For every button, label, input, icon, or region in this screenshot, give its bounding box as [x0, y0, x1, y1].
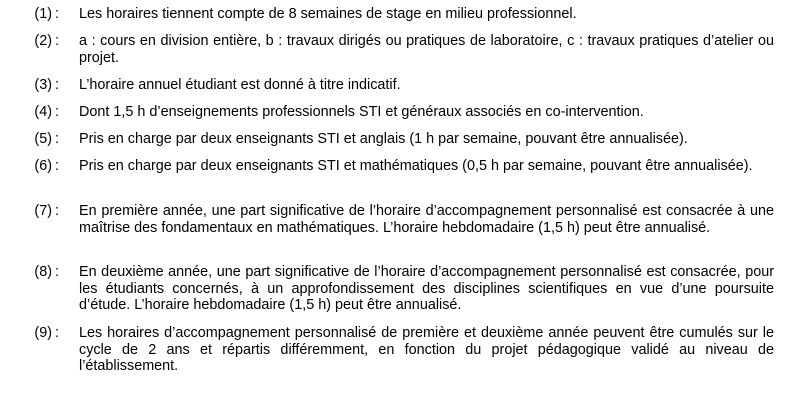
footnote-separator: : [55, 77, 59, 93]
footnote-text: Pris en charge par deux enseignants STI et mathématiques (0,5 h par semaine, pouvant être annualisée). [79, 158, 753, 174]
footnote-9 [0, 325, 799, 375]
footnote-text: Dont 1,5 h d’enseignements professionnels STI et généraux associés en co-intervention. [79, 104, 644, 120]
footnote-text: Pris en charge par deux enseignants STI et anglais (1 h par semaine, pouvant être annualisée). [79, 131, 688, 147]
footnote-4 [0, 104, 799, 121]
footnote-separator: : [55, 203, 59, 219]
footnote-text: L’horaire annuel étudiant est donné à titre indicatif. [79, 77, 401, 93]
footnote-separator: : [55, 104, 59, 120]
footnote-2 [0, 33, 799, 66]
footnote-6 [0, 158, 799, 175]
footnote-text: En deuxième année, une part significative de l’horaire d’accompagnement personnalisé est consacrée, pour les étudiants concernés, à un approfondissement des disciplines scientifiques en vue d’une poursuite d’étude. L’horaire hebdomadaire (1,5 h) peut être annualisé. [79, 264, 774, 313]
footnote-number: (8) [34, 264, 52, 280]
footnote-text: Les horaires d’accompagnement personnalisé de première et deuxième année peuvent être cumulés sur le cycle de 2 ans et répartis différemment, en fonction du projet pédagogique validé au niveau de l’établissement. [79, 325, 774, 374]
footnote-text: a : cours en division entière, b : travaux dirigés ou pratiques de laboratoire, c : travaux pratiques d’atelier ou projet. [79, 33, 774, 66]
footnote-separator: : [55, 158, 59, 174]
footnote-separator: : [55, 325, 59, 341]
footnote-number: (9) [34, 325, 52, 341]
footnote-number: (3) [34, 77, 52, 93]
footnote-5 [0, 131, 799, 148]
footnote-8 [0, 264, 799, 314]
footnote-separator: : [55, 264, 59, 280]
footnote-separator: : [55, 131, 59, 147]
footnote-text: Les horaires tiennent compte de 8 semaines de stage en milieu professionnel. [79, 6, 577, 22]
footnote-number: (1) [34, 6, 52, 22]
footnote-7 [0, 203, 799, 236]
footnote-3 [0, 77, 799, 94]
footnote-text: En première année, une part significative de l’horaire d’accompagnement personnalisé est consacrée à une maîtrise des fondamentaux en mathématiques. L’horaire hebdomadaire (1,5 h) peut être annualisé. [79, 203, 774, 236]
footnote-separator: : [55, 33, 59, 49]
footnote-number: (4) [34, 104, 52, 120]
footnote-number: (7) [34, 203, 52, 219]
footnote-number: (2) [34, 33, 52, 49]
footnote-number: (6) [34, 158, 52, 174]
footnote-1 [0, 6, 799, 23]
footnote-number: (5) [34, 131, 52, 147]
footnote-separator: : [55, 6, 59, 22]
